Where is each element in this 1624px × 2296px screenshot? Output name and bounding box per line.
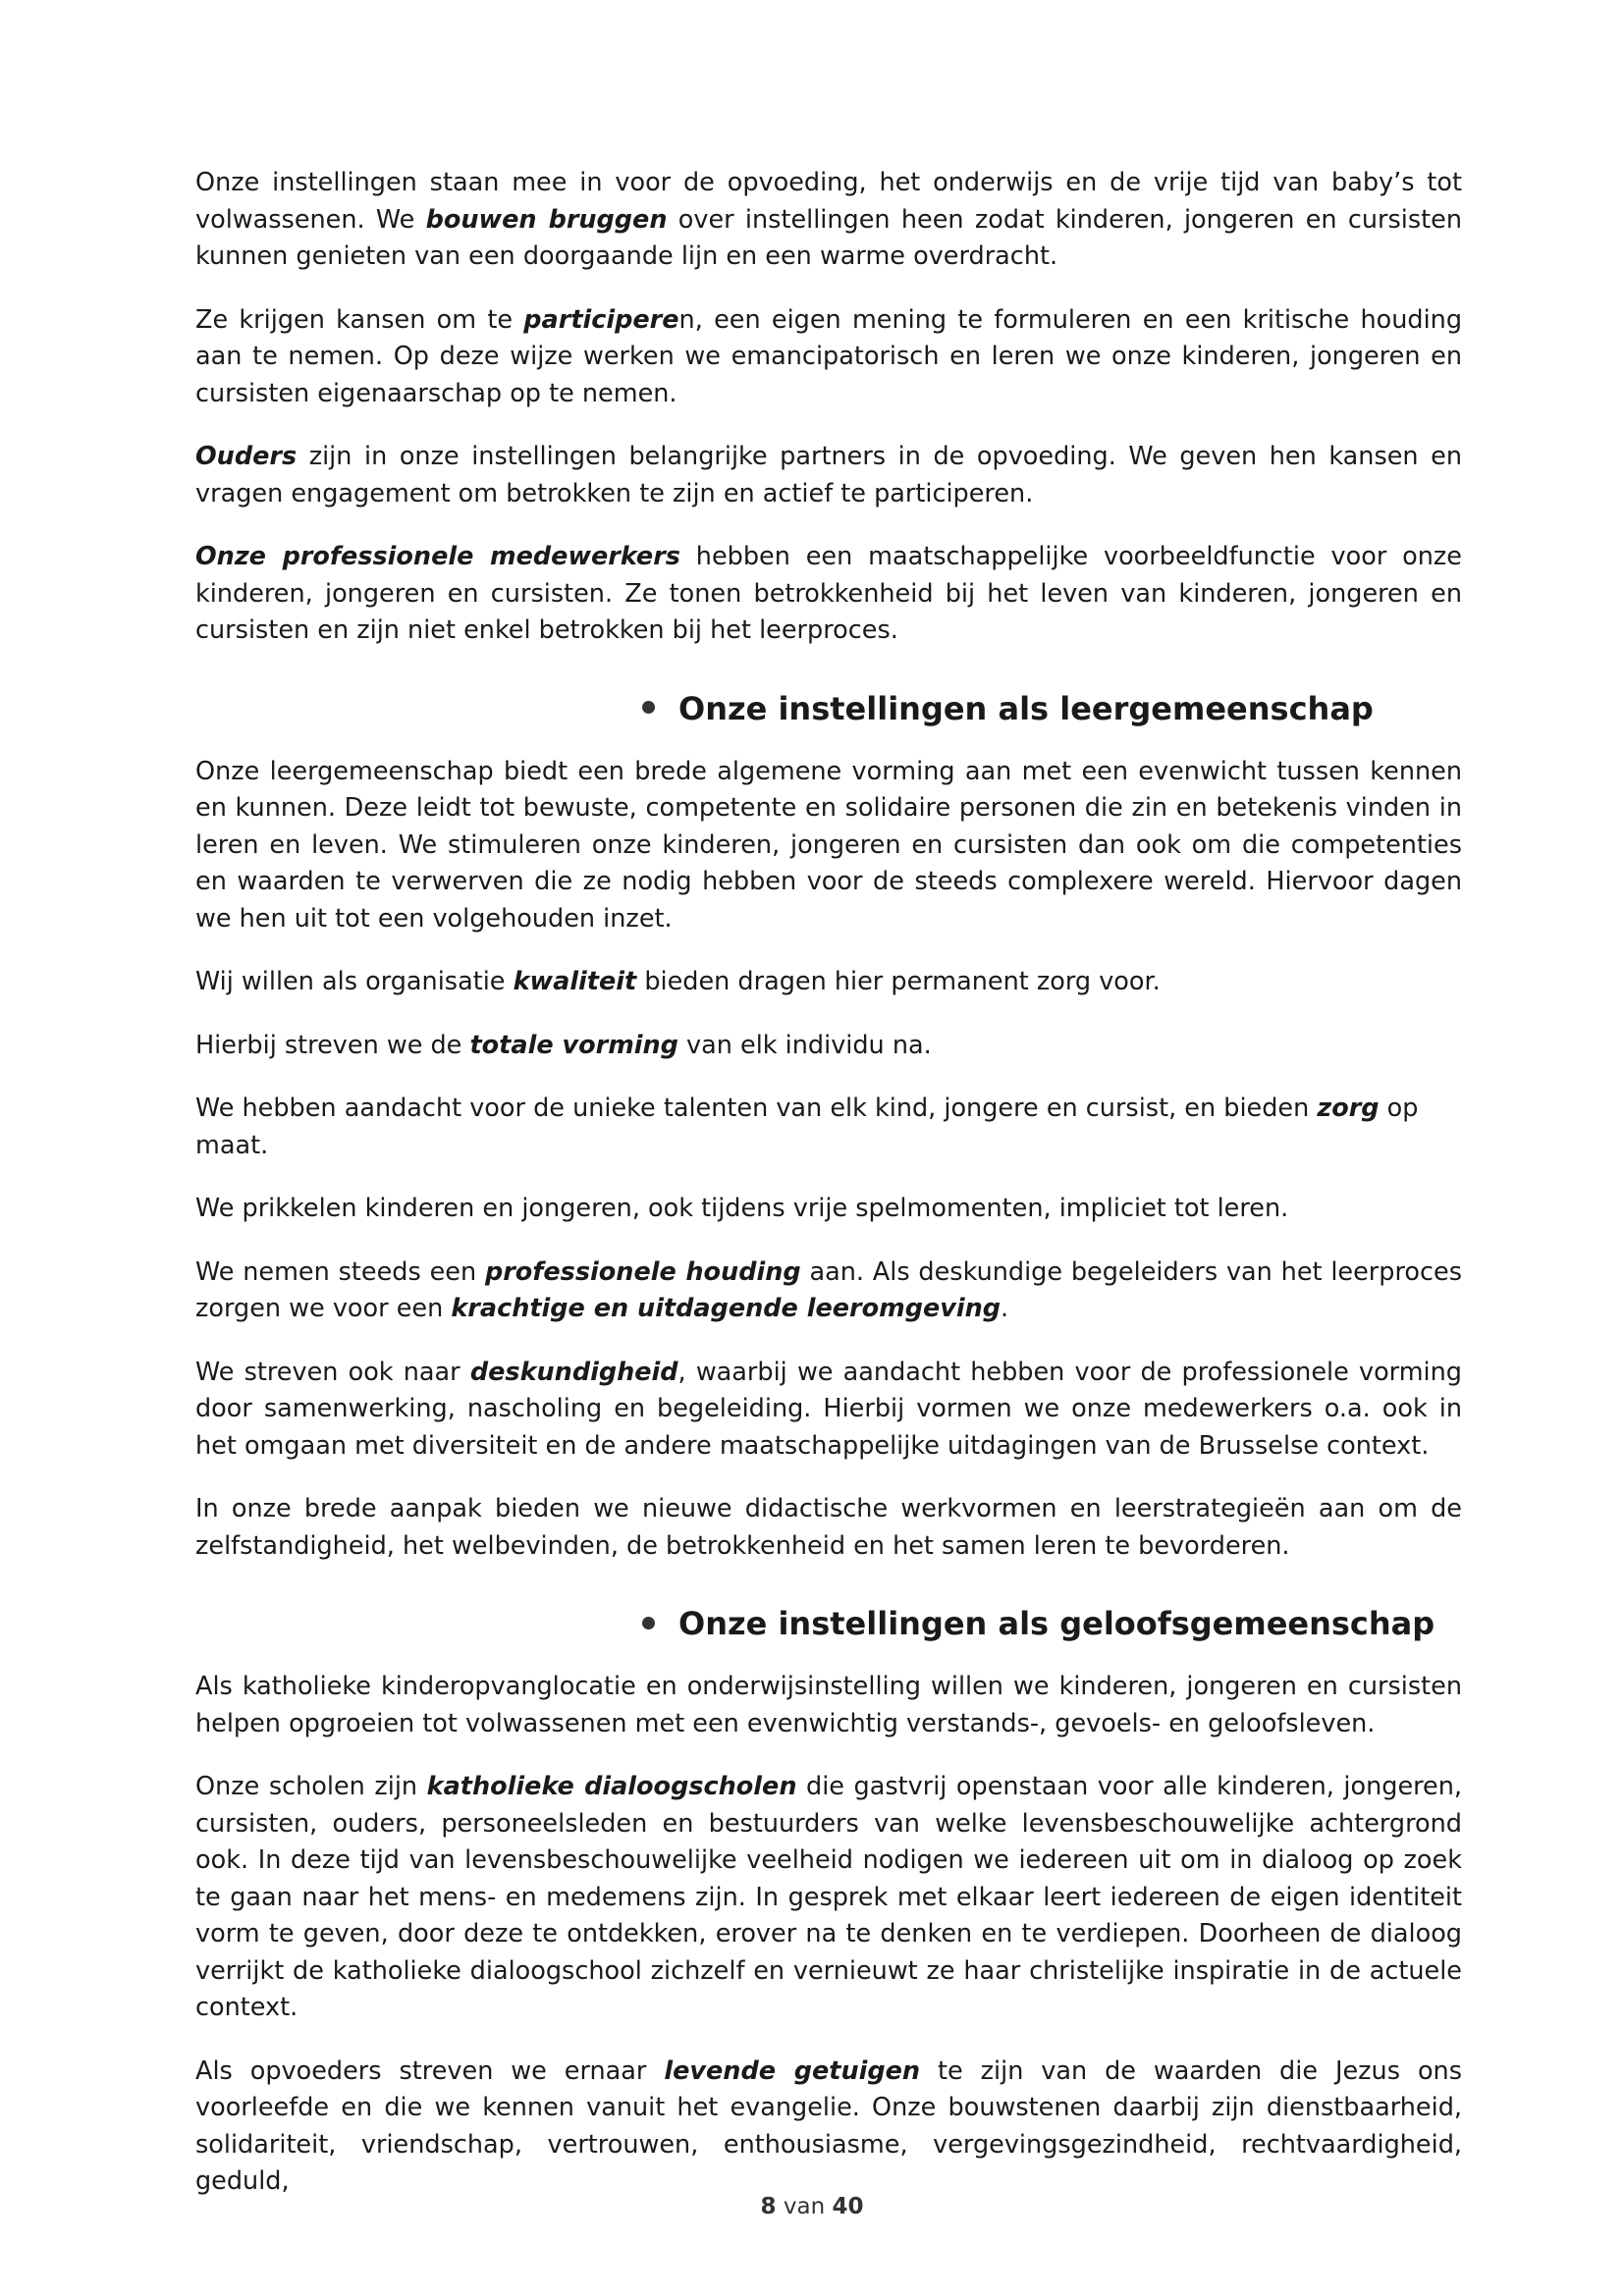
text: over instellingen heen zodat kinderen, jongeren en cursisten kunnen genieten van een doorgaande lijn en een warme overdracht. <box>195 204 1462 271</box>
paragraph-participate <box>195 302 1462 413</box>
bullet-icon <box>642 1617 655 1629</box>
emphasis: kwaliteit <box>513 967 637 996</box>
heading-text: Onze instellingen als leergemeenschap <box>678 689 1374 727</box>
emphasis: krachtige en uitdagende leeromgeving <box>451 1294 1001 1323</box>
text: . <box>1001 1294 1009 1323</box>
text: van elk individu na. <box>677 1030 932 1060</box>
paragraph-dialogue-schools <box>195 1769 1462 2027</box>
emphasis: totale vorming <box>469 1030 678 1060</box>
page-current: 8 <box>760 2194 777 2219</box>
emphasis: Onze professionele medewerkers <box>195 542 680 571</box>
section-heading-geloofsgemeenschap <box>195 1604 1462 1643</box>
emphasis: katholieke dialoogscholen <box>426 1772 797 1801</box>
text: bieden dragen hier permanent zorg voor. <box>636 967 1161 996</box>
text: Hierbij streven we de <box>195 1030 470 1060</box>
emphasis: participere <box>523 304 679 335</box>
text: , waarbij we aandacht hebben voor de professionele vorming door samenwerking, nascholing en begeleiding. Hierbij vormen we onze medewerkers o.a. ook in het omgaan met diversiteit en de andere maatschappelijke uitdagingen van de Brusselse context. <box>195 1357 1462 1461</box>
paragraph-didactics: In onze brede aanpak bieden we nieuwe didactische werkvormen en leerstrategieën aan om de zelfstandigheid, het welbevinden, de betrokkenheid en het samen leren te bevorderen. <box>195 1494 1462 1561</box>
text: We streven ook naar <box>195 1357 470 1387</box>
text: te zijn van de waarden die Jezus ons voorleefde en die we kennen vanuit het evangelie. Onze bouwstenen daarbij zijn dienstbaarheid, solidariteit, vriendschap, vertrouwen, enthousiasme, vergevingsgezindheid, rechtvaardigheid, geduld, <box>195 2056 1462 2196</box>
text: zijn in onze instellingen belangrijke partners in de opvoeding. We geven hen kansen en vragen engagement om betrokken te zijn en actief te participeren. <box>195 442 1462 508</box>
paragraph-parents <box>195 439 1462 512</box>
text: die gastvrij openstaan voor alle kinderen, jongeren, cursisten, ouders, personeelsleden en bestuurders van welke levensbeschouwelijke achtergrond ook. In deze tijd van levensbeschouwelijke veelheid nodigen we iedereen uit om in dialoog op zoek te gaan naar het mens- en medemens zijn. In gesprek met elkaar leert iedereen de eigen identiteit vorm te geven, door deze te ontdekken, erover na te denken en te verdiepen. Doorheen de dialoog verrijkt de katholieke dialoogschool zichzelf en vernieuwt ze haar christelijke inspiratie in de actuele context. <box>195 1772 1463 2022</box>
page-separator: van <box>776 2194 833 2219</box>
text: Als opvoeders streven we ernaar <box>195 2056 665 2086</box>
emphasis: bouwen bruggen <box>425 204 668 235</box>
paragraph-witnesses <box>195 2054 1462 2201</box>
paragraph-play: We prikkelen kinderen en jongeren, ook tijdens vrije spelmomenten, impliciet tot leren. <box>195 1194 1289 1223</box>
text: Onze scholen zijn <box>195 1772 427 1801</box>
text: hebben een maatschappelijke voorbeeldfunctie voor onze kinderen, jongeren en cursisten. Ze tonen betrokkenheid bij het leven van kinderen, jongeren en cursisten en zijn niet enkel betrokken bij het leerproces. <box>195 542 1462 645</box>
paragraph-professional <box>195 1255 1462 1328</box>
paragraph-expertise <box>195 1355 1462 1466</box>
emphasis: zorg <box>1317 1094 1380 1123</box>
text: aan. Als deskundige begeleiders van het leerproces zorgen we voor een <box>195 1256 1462 1323</box>
paragraph-care <box>195 1091 1462 1164</box>
emphasis: deskundigheid <box>469 1357 678 1387</box>
emphasis: levende getuigen <box>664 2056 921 2086</box>
emphasis: professionele houding <box>484 1256 801 1287</box>
text: We hebben aandacht voor de unieke talenten van elk kind, jongere en cursist, en bieden <box>195 1094 1318 1123</box>
emphasis: Ouders <box>195 442 298 471</box>
text: Onze instellingen staan mee in voor de opvoeding, het onderwijs en de vrije tijd van baby’s tot volwassenen. We <box>195 168 1462 235</box>
text: n, een eigen mening te formuleren en een kritische houding aan te nemen. Op deze wijze werken we emancipatorisch en leren we onze kinderen, jongeren en cursisten eigenaarschap op te nemen. <box>195 304 1462 408</box>
document-body <box>195 165 1462 2201</box>
text: op maat. <box>195 1094 1419 1160</box>
bullet-icon <box>642 701 655 714</box>
paragraph-quality <box>195 964 1462 1001</box>
paragraph-catholic: Als katholieke kinderopvanglocatie en onderwijsinstelling willen we kinderen, jongeren en cursisten helpen opgroeien tot volwassenen met een evenwichtig verstands-, gevoels- en geloofsleven. <box>195 1672 1462 1738</box>
section-heading-leergemeenschap <box>195 689 1462 728</box>
text: Ze krijgen kansen om te <box>195 304 524 335</box>
text: We nemen steeds een <box>195 1256 485 1287</box>
paragraph-bridges <box>195 165 1462 276</box>
paragraph-staff <box>195 539 1462 650</box>
page-total: 40 <box>832 2194 864 2219</box>
page-number <box>0 2194 1624 2219</box>
text: Wij willen als organisatie <box>195 967 514 996</box>
heading-text: Onze instellingen als geloofsgemeenschap <box>678 1605 1435 1642</box>
paragraph-total-formation <box>195 1028 1462 1065</box>
paragraph-learning-community: Onze leergemeenschap biedt een brede algemene vorming aan met een evenwicht tussen kennen en kunnen. Deze leidt tot bewuste, competente en solidaire personen die zin en betekenis vinden in leren en leven. We stimuleren onze kinderen, jongeren en cursisten dan ook om die competenties en waarden te verwerven die ze nodig hebben voor de steeds complexere wereld. Hiervoor dagen we hen uit tot een volgehouden inzet. <box>195 756 1462 934</box>
